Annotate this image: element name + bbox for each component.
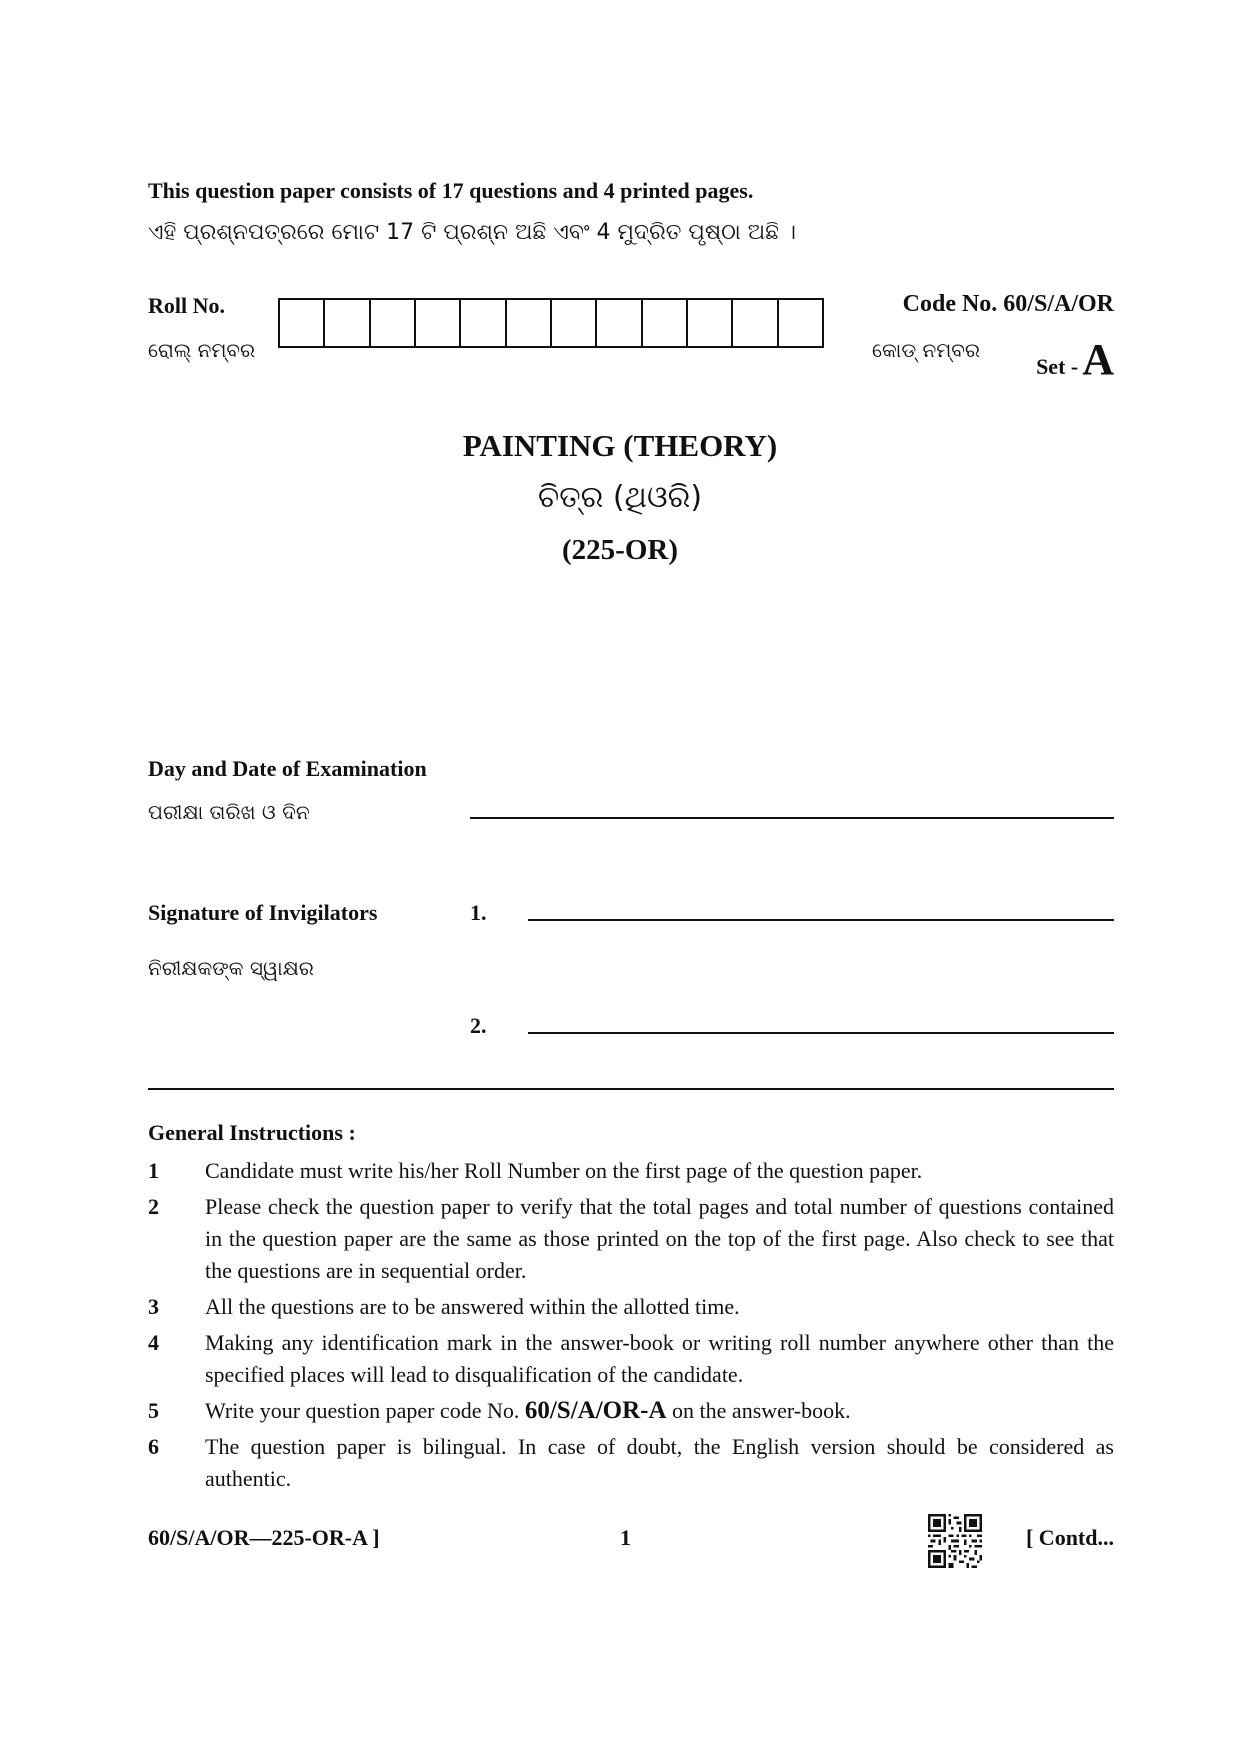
instruction-text-before: Write your question paper code No. (205, 1398, 525, 1423)
instruction-item (148, 1291, 1114, 1323)
instruction-item (148, 1191, 1114, 1287)
roll-number-label: Roll No. (148, 293, 225, 318)
instructions-heading: General Instructions : (148, 1120, 356, 1145)
roll-number-label-odia: ରୋଲ୍ ନମ୍ବର (148, 338, 256, 362)
invigilator-2-signature-line[interactable] (528, 1032, 1114, 1034)
exam-date-label: Day and Date of Examination (148, 756, 427, 781)
continued-marker: [ Contd... (1025, 1525, 1114, 1550)
subject-title-odia: ଚିତ୍ର (ଥିଓରି) (537, 480, 703, 515)
subject-code: (225-OR) (562, 534, 678, 566)
instruction-text: Candidate must write his/her Roll Number on the first page of the question paper. (205, 1158, 923, 1183)
roll-digit-box[interactable] (416, 300, 461, 346)
exam-date-label-odia: ପରୀକ୍ଷା ତାରିଖ ଓ ଦିନ (148, 800, 310, 824)
code-number-label-odia: କୋଡ୍ ନମ୍ବର (872, 338, 981, 362)
roll-digit-box[interactable] (733, 300, 778, 346)
invigilator-signature-label: Signature of Invigilators (148, 900, 378, 925)
roll-digit-box[interactable] (507, 300, 552, 346)
instruction-number: 4 (148, 1330, 159, 1355)
subject-title: PAINTING (THEORY) (462, 428, 778, 463)
footer-paper-code: 60/S/A/OR—225-OR-A ] (148, 1525, 380, 1550)
paper-summary-odia: ଏହି ପ୍ରଶ୍ନପତ୍ରରେ ମୋଟ 17 ଟି ପ୍ରଶ୍ନ ଅଛି ଏବଂ 4 ମୁଦ୍ରିତ ପୃଷ୍ଠା ଅଛି । (148, 220, 796, 245)
instruction-item (148, 1155, 1114, 1187)
instruction-number: 2 (148, 1194, 159, 1219)
answer-book-code: 60/S/A/OR-A (524, 1397, 667, 1424)
instruction-item (148, 1395, 1114, 1427)
invigilator-signature-label-odia: ନିରୀକ୍ଷକଙ୍କ ସ୍ୱାକ୍ଷର (148, 956, 314, 980)
invigilator-1-signature-line[interactable] (528, 919, 1114, 921)
instruction-text: Making any identification mark in the answer-book or writing roll number anywhere other than the specified places will lead to disqualification of the candidate. (205, 1330, 1114, 1387)
qr-code-icon (928, 1514, 982, 1568)
instruction-number: 5 (148, 1398, 159, 1423)
roll-digit-box[interactable] (552, 300, 597, 346)
instruction-item (148, 1327, 1114, 1391)
set-prefix: Set - (1036, 354, 1079, 379)
roll-number-boxes[interactable] (278, 298, 824, 348)
roll-digit-box[interactable] (280, 300, 325, 346)
instruction-text: The question paper is bilingual. In case of doubt, the English version should be considered as authentic. (205, 1434, 1114, 1491)
instruction-number: 3 (148, 1294, 159, 1319)
instruction-text: Please check the question paper to verify that the total pages and total number of questions contained in the question paper are the same as those printed on the top of the first page. Also check to see that the questions are in sequential order. (205, 1194, 1114, 1283)
roll-digit-box[interactable] (643, 300, 688, 346)
invigilator-1-number: 1. (470, 900, 487, 925)
instruction-text-after: on the answer-book. (666, 1398, 851, 1423)
code-number: Code No. 60/S/A/OR (902, 291, 1114, 317)
roll-digit-box[interactable] (779, 300, 822, 346)
set-label (1036, 334, 1114, 385)
roll-digit-box[interactable] (688, 300, 733, 346)
instructions-list (148, 1155, 1114, 1499)
instruction-number: 1 (148, 1158, 159, 1183)
paper-summary: This question paper consists of 17 questions and 4 printed pages. (148, 178, 754, 203)
set-letter: A (1082, 335, 1114, 384)
instruction-number: 6 (148, 1434, 159, 1459)
section-divider (148, 1088, 1114, 1090)
instruction-text (205, 1395, 1114, 1427)
instruction-item (148, 1431, 1114, 1495)
roll-digit-box[interactable] (325, 300, 370, 346)
exam-date-line[interactable] (470, 817, 1114, 819)
invigilator-2-number: 2. (470, 1013, 487, 1038)
roll-digit-box[interactable] (371, 300, 416, 346)
instruction-text: All the questions are to be answered within the allotted time. (205, 1294, 740, 1319)
roll-digit-box[interactable] (597, 300, 642, 346)
page-number: 1 (620, 1525, 631, 1550)
roll-digit-box[interactable] (461, 300, 506, 346)
